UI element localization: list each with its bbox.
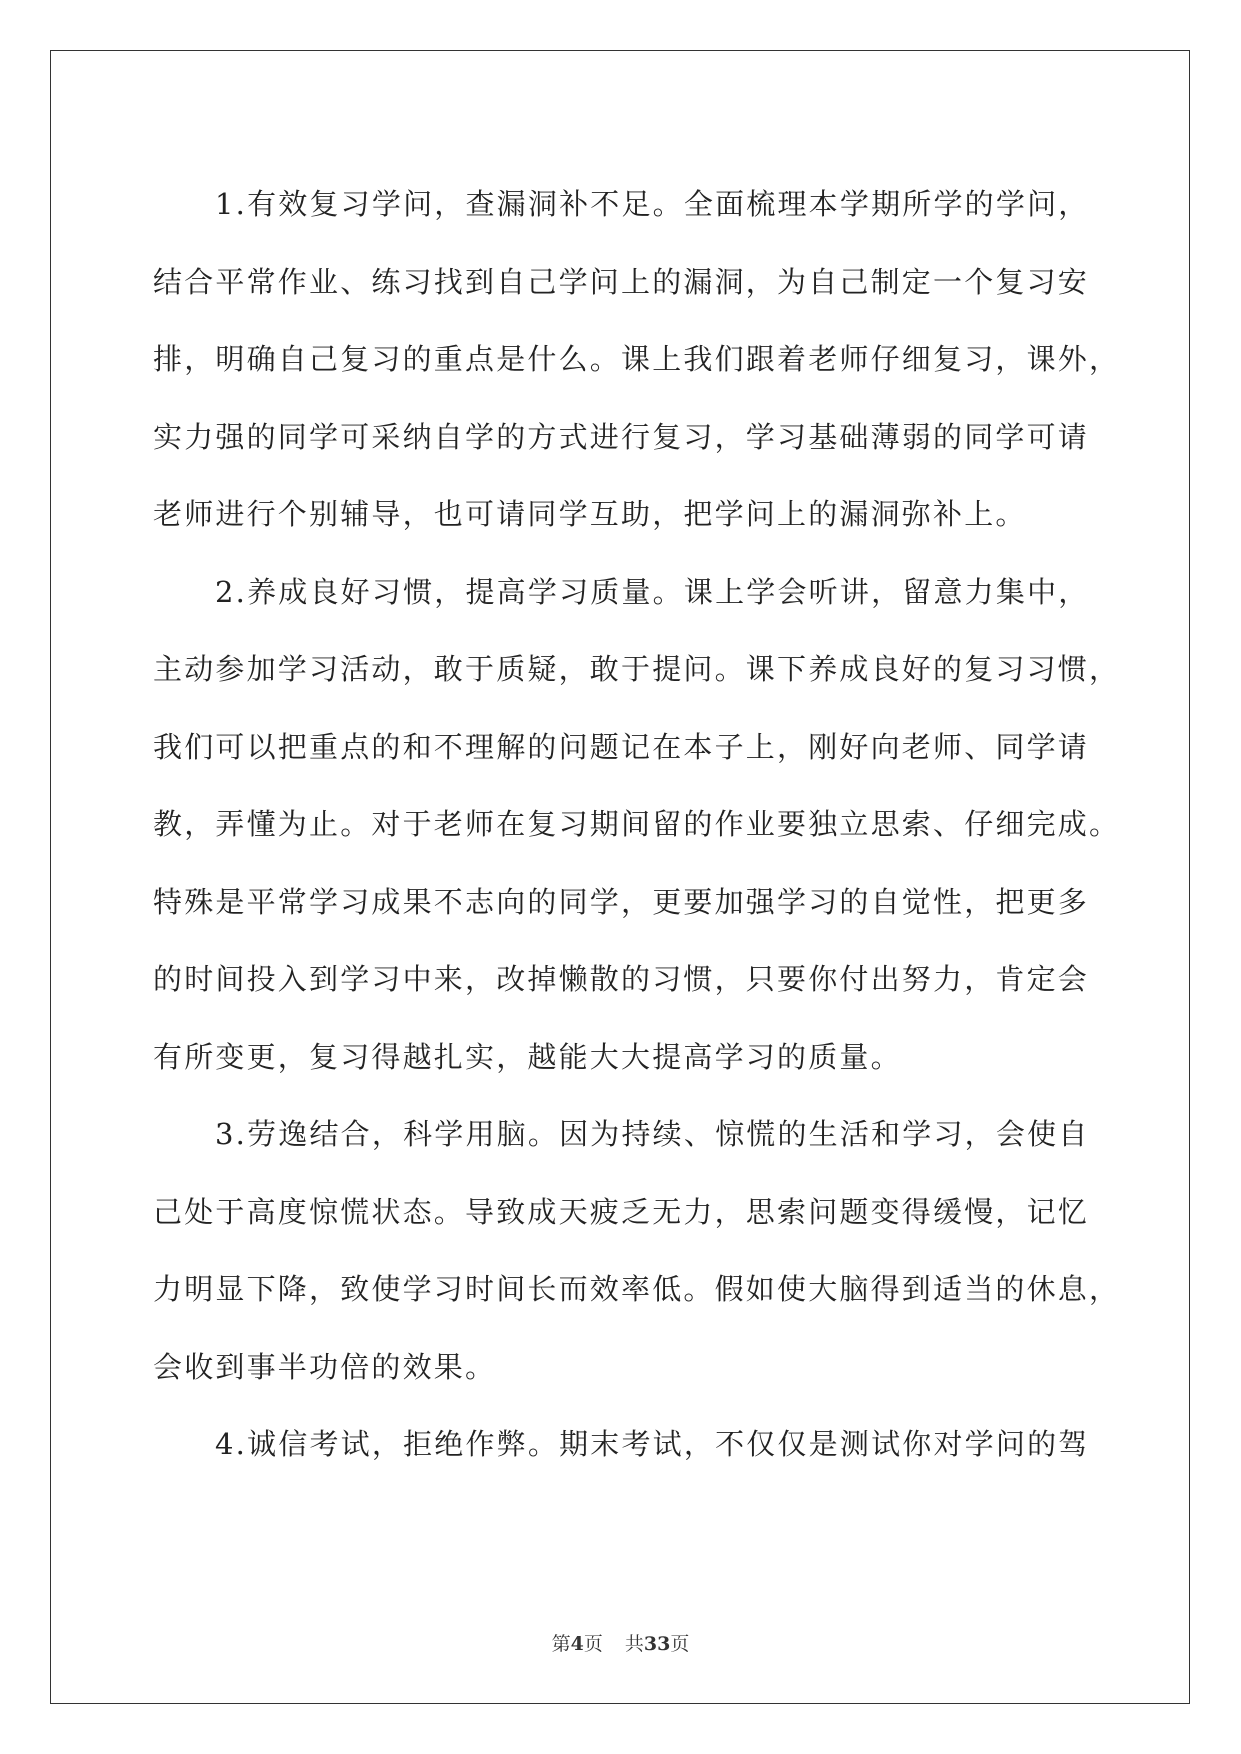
text-line: 的时间投入到学习中来，改掉懒散的习惯，只要你付出努力，肯定会 (153, 962, 1090, 996)
total-page-count: 33 (643, 1633, 671, 1655)
text-line: 教，弄懂为止。对于老师在复习期间留的作业要独立思索、仔细完成。 (153, 807, 1121, 841)
text-line: 我们可以把重点的和不理解的问题记在本子上，刚好向老师、同学请 (153, 729, 1090, 764)
footer-prefix: 第 (551, 1633, 571, 1655)
text-line: 1.有效复习学问，查漏洞补不足。全面梳理本学期所学的学问， (215, 187, 1090, 221)
text-line: 主动参加学习活动，敢于质疑，敢于提问。课下养成良好的复习习惯， (153, 652, 1121, 686)
text-line: 3.劳逸结合，科学用脑。因为持续、惊慌的生活和学习，会使自 (215, 1117, 1090, 1151)
footer-page-word: 页 (583, 1633, 603, 1655)
document-body (153, 166, 1121, 1484)
footer-total-prefix: 共 (624, 1633, 644, 1655)
text-line: 有所变更，复习得越扎实，越能大大提高学习的质量。 (153, 1039, 902, 1074)
paragraph-3 (153, 1096, 1121, 1406)
text-line: 会收到事半功倍的效果。 (153, 1349, 497, 1384)
text-line: 己处于高度惊慌状态。导致成天疲乏无力，思索问题变得缓慢，记忆 (153, 1194, 1090, 1229)
text-line: 结合平常作业、练习找到自己学问上的漏洞，为自己制定一个复习安 (153, 264, 1090, 299)
text-line: 特殊是平常学习成果不志向的同学，更要加强学习的自觉性，把更多 (153, 884, 1090, 919)
text-line: 老师进行个别辅导，也可请同学互助，把学问上的漏洞弥补上。 (153, 497, 1027, 531)
footer-total-suffix: 页 (670, 1633, 690, 1655)
text-line: 力明显下降，致使学习时间长而效率低。假如使大脑得到适当的休息， (153, 1272, 1121, 1306)
current-page-number: 4 (570, 1633, 584, 1655)
text-line: 2.养成良好习惯，提高学习质量。课上学会听讲，留意力集中， (215, 574, 1090, 609)
text-line: 排，明确自己复习的重点是什么。课上我们跟着老师仔细复习，课外， (153, 342, 1121, 376)
paragraph-4 (153, 1406, 1093, 1484)
paragraph-2 (153, 554, 1121, 1097)
page-footer (0, 1629, 1241, 1656)
paragraph-1 (153, 166, 1121, 554)
text-line: 实力强的同学可采纳自学的方式进行复习，学习基础薄弱的同学可请 (153, 419, 1090, 454)
text-line: 4.诚信考试，拒绝作弊。期末考试，不仅仅是测试你对学问的驾 (215, 1427, 1090, 1461)
